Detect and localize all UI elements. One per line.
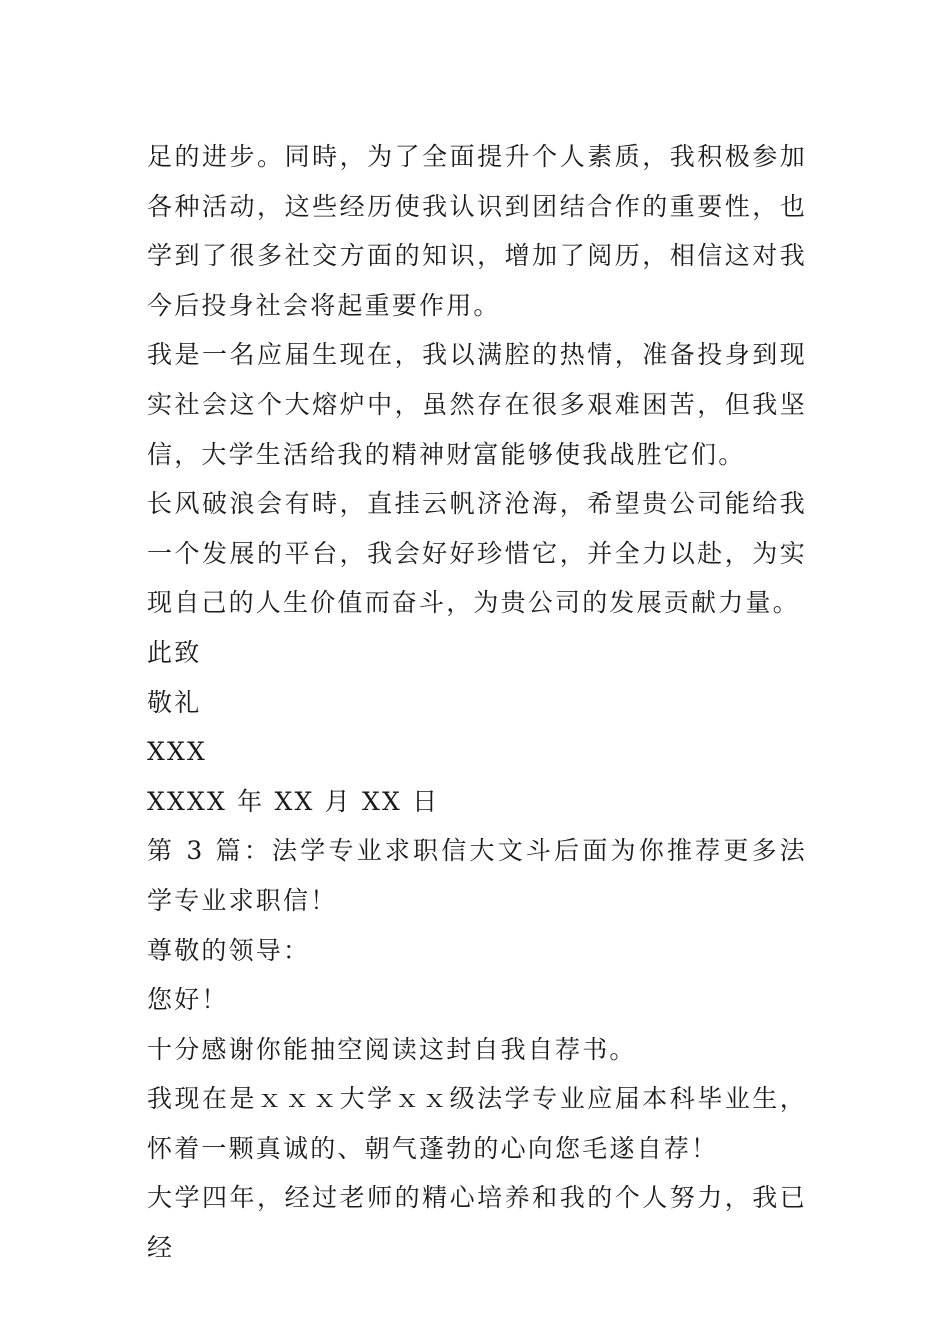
closing-regards: 敬礼 [147,687,202,717]
paragraph-progress-activities: 足的进步。同時，为了全面提升个人素质，我积极参加各种活动，这些经历使我认识到团结合作的重要性，也学到了很多社交方面的知识，增加了阅历，相信这对我今后投身社会将起重要作用。 [147,142,807,320]
section-heading: 第 3 篇：法学专业求职信大文斗后面为你推荐更多法学专业求职信！ [147,836,807,915]
paragraph-career-hope: 长风破浪会有時，直挂云帆济沧海，希望贵公司能给我一个发展的平台，我会好好珍惜它，并全力以赴，为实现自己的人生价值而奋斗，为贵公司的发展贡献力量。 [147,489,807,618]
paragraph-self-intro: 我现在是ｘｘｘ大学ｘｘ级法学专业应届本科毕业生，怀着一颗真诚的、朝气蓬勃的心向您毛遂自荐！ [147,1084,807,1163]
signature-date: XXXX 年 XX 月 XX 日 [147,786,440,816]
document-body [147,132,807,1273]
letter-hello: 您好！ [147,985,229,1015]
letter-greeting: 尊敬的领导： [147,935,311,965]
signature-name: XXX [147,737,207,767]
closing-salutation: 此致 [147,637,202,667]
paragraph-thanks: 十分感谢你能抽空阅读这封自我自荐书。 [147,1034,637,1064]
paragraph-university-years: 大学四年，经过老师的精心培养和我的个人努力，我已经 [147,1183,807,1263]
paragraph-graduate-enthusiasm: 我是一名应届生现在，我以满腔的热情，准备投身到现实社会这个大熔炉中，虽然存在很多艰难困苦，但我坚信，大学生活给我的精神财富能够使我战胜它们。 [147,340,807,469]
